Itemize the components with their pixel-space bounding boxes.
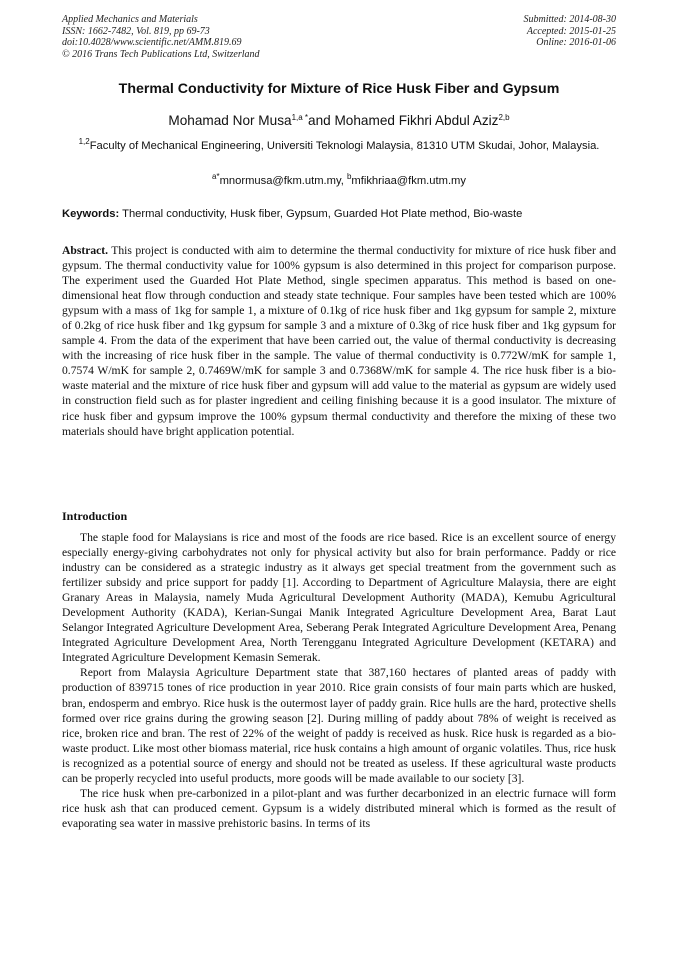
keywords-text: Thermal conductivity, Husk fiber, Gypsum, Guarded Hot Plate method, Bio-waste <box>119 208 523 220</box>
keywords-label: Keywords: <box>62 208 120 220</box>
author-1-superscript: 1,a * <box>291 113 309 122</box>
author-line <box>0 113 678 128</box>
paragraph: Report from Malaysia Agriculture Department state that 387,160 hectares of planted areas of paddy with production of 839715 tones of rice production in year 2010. Rice grain consists of four main parts which are husked, bran, endosperm and embryo. Rice husk is the outermost layer of paddy grain. Rice hulls are the hard, protective shells formed over rice grains during the growing season [2]. During milling of paddy about 78% of weight is received as rice, broken rice and bran. The rest of 22% of the weight of paddy is received as husk. Rice husk is regarded as a bio-waste product. Like most other biomass material, rice husk contains a high amount of organic volatiles. Thus, rice husk is recognized as a potential source of energy and should not be treated as useless. If these agricultural waste products can be properly recycled into useful products, more goods will be made available to our society [3]. <box>62 666 616 785</box>
email-a: mnormusa@fkm.utm.my, <box>219 175 347 187</box>
email-b: mfikhriaa@fkm.utm.my <box>351 175 466 187</box>
affiliation-text: Faculty of Mechanical Engineering, Universiti Teknologi Malaysia, 81310 UTM Skudai, Johor, Malaysia. <box>89 140 600 152</box>
affiliation-superscript: 1,2 <box>78 137 90 146</box>
paper-title: Thermal Conductivity for Mixture of Rice Husk Fiber and Gypsum <box>118 81 560 97</box>
author-2: and Mohamed Fikhri Abdul Aziz <box>308 113 499 128</box>
paragraph: The staple food for Malaysians is rice and most of the foods are rice based. Rice is an excellent source of energy especially energy-giving carbohydrates not only for physical activity but also for brain performance. Paddy or rice industry can be considered as a strategic industry as it always get special treatment from the government such as fertilizer subsidy and price support for paddy [1]. According to Department of Agriculture Malaysia, there are eight Granary Areas in Malaysia, namely Muda Agricultural Development Authority (MADA), Kemubu Agricultural Development Authority (KADA), Kerian-Sungai Manik Integrated Agriculture Development Area, Barat Laut Selangor Integrated Agriculture Development Area, Seberang Perak Integrated Agriculture Development Area, Penang Integrated Agriculture Development Area, North Terengganu Integrated Agriculture Development (KETARA) and Integrated Agriculture Development Kemasin Semerak. <box>62 531 616 665</box>
author-1: Mohamad Nor Musa <box>168 113 292 128</box>
author-2-superscript: 2,b <box>498 113 510 122</box>
accepted-date: Accepted: 2015-01-25 <box>526 25 616 37</box>
journal-header-left <box>62 14 260 60</box>
abstract-label: Abstract. <box>62 244 109 257</box>
online-date: Online: 2016-01-06 <box>536 37 616 49</box>
abstract-text: This project is conducted with aim to determine the thermal conductivity for mixture of rice husk fiber and gypsum. The thermal conductivity value for 100% gypsum is also determined in this project for comparison purpose. The experiment used the Guarded Hot Plate Method, single specimen apparatus. This method is based on one-dimensional heat flow through conduction and steady state technique. Four samples have been tested which are 100% gypsum with a mass of 1kg for sample 1, a mixture of 0.1kg of rice husk fiber and 1kg gypsum for sample 2, mixture of 0.2kg of rice husk fiber and 1kg gypsum for sample 3 and a mixture of 0.3kg of rice husk fiber and 1kg gypsum for sample 4. From the data of the experiment that have been carried out, the value of thermal conductivity is decreasing with the increasing of rice husk fiber in the sample. The value of thermal conductivity is 0.772W/mK for sample 1, 0.7574 W/mK for sample 2, 0.7469W/mK for sample 3 and 0.7368W/mK for sample 4. The rice husk fiber is a bio-waste material and the mixture of rice husk fiber and gypsum will add value to the material as gypsum are widely used in construction field such as for plaster ingredient and ceiling finishing because it is a good insulator. The mixture of rice husk fiber and gypsum improve the 100% gypsum thermal conductivity and therefore the mixing of these two materials should have bright application potential. <box>62 244 616 438</box>
journal-doi: doi:10.4028/www.scientific.net/AMM.819.69 <box>62 37 242 49</box>
journal-header-right <box>524 14 617 49</box>
submitted-date: Submitted: 2014-08-30 <box>523 14 616 25</box>
email-a-superscript: a* <box>212 172 220 181</box>
section-heading-introduction: Introduction <box>62 509 128 523</box>
journal-copyright: © 2016 Trans Tech Publications Ltd, Switzerland <box>62 48 260 60</box>
keywords <box>62 208 618 220</box>
abstract <box>62 243 616 439</box>
affiliation <box>62 139 616 154</box>
author-emails <box>0 172 678 187</box>
journal-issn: ISSN: 1662-7482, Vol. 819, pp 69-73 <box>62 25 210 37</box>
paragraph: The rice husk when pre-carbonized in a pilot-plant and was further decarbonized in an electric furnace will form rice husk ash that can produced cement. Gypsum is a widely distributed mineral which is formed as the result of evaporating sea water in massive prehistoric basins. In terms of its <box>62 786 616 830</box>
introduction-body <box>62 530 616 831</box>
email-b-superscript: b <box>346 172 352 181</box>
journal-name: Applied Mechanics and Materials <box>62 14 198 25</box>
